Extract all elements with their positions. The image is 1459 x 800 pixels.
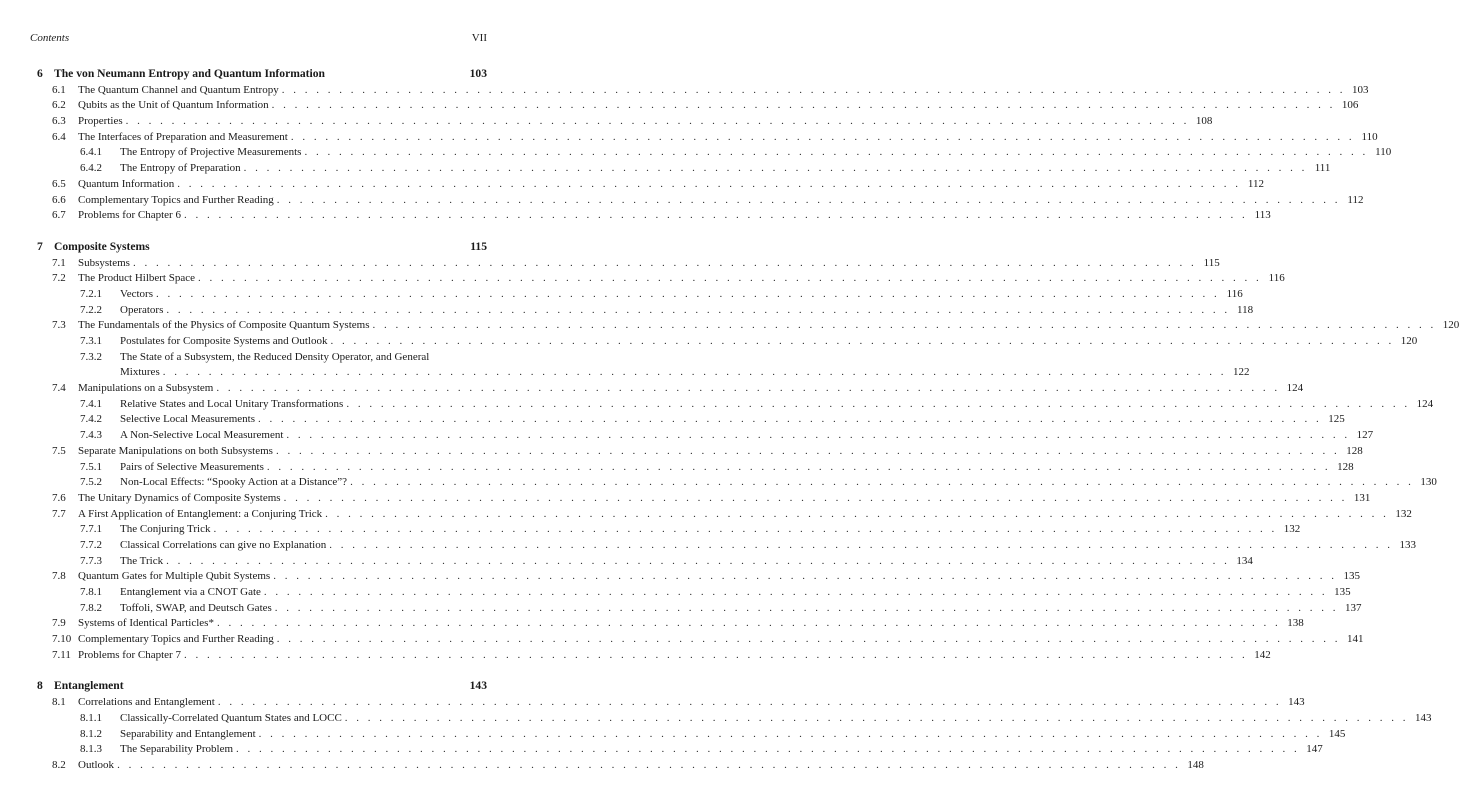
toc-entry-number: 7.1 <box>52 256 66 269</box>
toc-dot-leader <box>345 711 1409 727</box>
toc-entry-number: 6.7 <box>52 209 66 222</box>
toc-dot-leader <box>277 193 1341 209</box>
toc-entry-page: 128 <box>1337 460 1354 473</box>
toc-section-entry[interactable] <box>30 507 1412 523</box>
toc-entry-title: Entanglement <box>54 679 124 693</box>
toc-entry-title: Complementary Topics and Further Reading <box>78 633 274 646</box>
toc-dot-leader <box>236 742 1300 758</box>
toc-dot-leader <box>346 397 1410 413</box>
toc-entry-number: 6.5 <box>52 177 66 190</box>
toc-entry-number: 7.4 <box>52 382 66 395</box>
toc-entry-number: 7.5 <box>52 444 66 457</box>
toc-chapter-entry[interactable] <box>30 66 487 82</box>
toc-dot-leader <box>126 114 1190 130</box>
toc-entry-number: 6 <box>37 67 43 80</box>
toc-entry-page: 128 <box>1346 444 1363 457</box>
toc-entry-page: 131 <box>1353 491 1371 504</box>
toc-entry-title: The Product Hilbert Space <box>78 272 195 285</box>
toc-dot-leader <box>273 569 1337 585</box>
toc-dot-leader <box>166 554 1230 570</box>
toc-entry-title: Quantum Gates for Multiple Qubit Systems <box>78 570 271 583</box>
toc-chapter-entry[interactable] <box>30 678 487 694</box>
toc-entry-page: 143 <box>1415 711 1432 724</box>
toc-dot-leader <box>259 727 1323 743</box>
toc-entry-page: 132 <box>1283 523 1301 536</box>
toc-dot-leader <box>276 444 1340 460</box>
running-header-title: Contents <box>30 32 70 44</box>
toc-entry-title: The Conjuring Trick <box>120 523 211 536</box>
toc-chapter-entry[interactable] <box>30 239 487 255</box>
toc-entry-title: Entanglement via a CNOT Gate <box>120 586 261 599</box>
toc-dot-leader <box>277 632 1341 648</box>
toc-dot-leader <box>284 491 1348 507</box>
toc-entry-number: 7.4.3 <box>80 429 102 442</box>
running-header <box>30 32 487 44</box>
toc-entry-title: Composite Systems <box>54 239 150 253</box>
toc-subsection-entry[interactable] <box>30 727 1346 743</box>
toc-entry-title: Manipulations on a Subsystem <box>78 382 214 395</box>
toc-entry-page: 133 <box>1399 538 1416 551</box>
toc-dot-leader <box>330 334 1394 350</box>
toc-entry-page: 132 <box>1395 507 1412 520</box>
toc-dot-leader <box>329 538 1393 554</box>
toc-entry-page: 118 <box>1237 303 1254 316</box>
toc-section-entry[interactable] <box>30 632 1364 648</box>
toc-entry-number: 8.1.3 <box>80 743 102 756</box>
toc-entry-title: The Interfaces of Preparation and Measurement <box>78 130 288 143</box>
toc-entry-title: Separate Manipulations on both Subsystems <box>78 444 273 457</box>
toc-dot-leader <box>184 208 1248 224</box>
toc-entry-number: 8.1 <box>52 696 66 709</box>
toc-subsection-entry[interactable] <box>30 522 1301 538</box>
toc-section-entry[interactable] <box>30 758 1204 774</box>
toc-entry-title: Pairs of Selective Measurements <box>120 460 264 473</box>
toc-dot-leader <box>291 130 1355 146</box>
toc-entry-number: 7.6 <box>52 491 66 504</box>
toc-entry-title: Complementary Topics and Further Reading <box>78 193 274 206</box>
toc-section-entry[interactable] <box>30 444 1363 460</box>
toc-entry-number: 6.1 <box>52 83 66 96</box>
toc-entry-title: The Separability Problem <box>120 743 234 756</box>
toc-entry-page: 120 <box>1400 335 1418 347</box>
toc-subsection-entry[interactable] <box>30 303 1254 319</box>
toc-entry-title: Toffoli, SWAP, and Deutsch Gates <box>120 601 272 614</box>
toc-entry-page: 120 <box>1442 319 1459 332</box>
toc-dot-leader <box>117 758 1181 774</box>
toc-entry-title: Postulates for Composite Systems and Outlook <box>120 335 328 347</box>
toc-entry-page: 138 <box>1287 617 1304 630</box>
toc-dot-leader <box>218 695 1282 711</box>
toc-entry-page: 103 <box>469 67 487 80</box>
toc-entry-page: 135 <box>1334 586 1351 599</box>
toc-entry-number: 7.2.2 <box>80 303 102 316</box>
toc-dot-leader <box>166 303 1230 319</box>
toc-entry-title: Subsystems <box>78 256 130 269</box>
toc-entry-page: 115 <box>1203 256 1220 269</box>
toc-entry-number: 6.3 <box>52 115 66 128</box>
toc-entry-page: 130 <box>1420 476 1437 489</box>
toc-entry-title: Qubits as the Unit of Quantum Information <box>78 99 269 112</box>
toc-entry-title: A First Application of Entanglement: a Conjuring Trick <box>78 507 323 520</box>
toc-entry-page: 122 <box>1232 366 1250 379</box>
toc-entry-title: Quantum Information <box>78 177 175 190</box>
toc-dot-leader <box>184 648 1248 664</box>
toc-section-entry[interactable] <box>30 381 1304 397</box>
toc-dot-leader <box>216 381 1280 397</box>
toc-entry-title: Outlook <box>78 758 115 771</box>
toc-subsection-entry[interactable] <box>30 161 1331 177</box>
toc-entry-number: 6.6 <box>52 193 66 206</box>
toc-entry-title: Classical Correlations can give no Explanation <box>120 538 327 551</box>
toc-dot-leader <box>244 161 1308 177</box>
toc-entry-page: 111 <box>1314 162 1331 175</box>
toc-entry-page: 147 <box>1306 743 1323 756</box>
toc-dot-leader <box>286 428 1350 444</box>
toc-subsection-entry[interactable] <box>30 538 1416 554</box>
toc-entry-number: 7.2 <box>52 272 66 285</box>
toc-entry-title: Problems for Chapter 7 <box>78 648 181 661</box>
toc-entry-number: 7.8.1 <box>80 586 102 599</box>
toc-entry-page: 148 <box>1187 758 1204 771</box>
toc-entry-number: 7.4.2 <box>80 413 102 426</box>
toc-dot-leader <box>272 98 1336 114</box>
toc-entry-number: 7.4.1 <box>80 397 102 410</box>
toc-entry-title: The Trick <box>120 554 164 567</box>
toc-dot-leader <box>213 522 1277 538</box>
toc-entry-page: 124 <box>1416 397 1434 410</box>
page-number: VII <box>471 32 487 44</box>
toc-entry-page: 116 <box>1226 287 1243 300</box>
toc-section-entry[interactable] <box>30 114 1213 130</box>
toc-entry-page: 113 <box>1254 209 1271 222</box>
toc-entry-number: 7.7.3 <box>80 554 102 567</box>
toc-section-entry[interactable] <box>30 648 1271 664</box>
toc-entry-number: 8.1.2 <box>80 727 102 740</box>
toc-subsection-entry[interactable] <box>30 742 1323 758</box>
toc-entry-title: Classically-Correlated Quantum States and LOCC <box>120 711 342 724</box>
toc-entry-title: Properties <box>78 115 123 128</box>
toc-dot-leader <box>217 616 1281 632</box>
toc-entry-title: Problems for Chapter 6 <box>78 209 181 222</box>
toc-entry-number: 7.5.2 <box>80 476 102 489</box>
toc-section-entry[interactable] <box>30 256 1220 272</box>
toc-entry-page: 141 <box>1347 633 1364 646</box>
toc-subsection-entry[interactable] <box>30 334 1418 350</box>
toc-dot-leader <box>325 507 1389 523</box>
toc-entry-title: A Non-Selective Local Measurement <box>120 429 284 442</box>
toc-section-entry[interactable] <box>30 271 1285 287</box>
toc-entry-number: 7.5.1 <box>80 460 102 473</box>
toc-entry-page: 125 <box>1328 413 1345 426</box>
toc-entry-title: Non-Local Effects: “Spooky Action at a Distance”? <box>120 476 348 489</box>
toc-entry-page: 145 <box>1328 727 1346 740</box>
toc-entry-page: 112 <box>1347 193 1364 206</box>
toc-entry-title: Systems of Identical Particles* <box>78 617 214 630</box>
toc-entry-page: 135 <box>1343 570 1360 583</box>
toc-entry-number: 7.8.2 <box>80 601 102 614</box>
toc-subsection-entry[interactable] <box>30 397 1434 413</box>
toc-dot-leader <box>133 256 1197 272</box>
toc-section-entry[interactable] <box>30 491 1371 507</box>
toc-entry-page: 112 <box>1247 177 1264 190</box>
toc-entry-number: 7.8 <box>52 570 66 583</box>
toc-entry-number: 7.7.1 <box>80 523 102 536</box>
toc-subsection-entry[interactable] <box>30 428 1374 444</box>
toc-entry-number: 6.4.1 <box>80 146 102 159</box>
toc-entry-title: The Unitary Dynamics of Composite Systems <box>78 491 281 504</box>
toc-entry-number: 8 <box>37 679 43 693</box>
toc-subsection-entry[interactable] <box>30 711 1432 727</box>
toc-subsection-entry[interactable] <box>30 554 1253 570</box>
toc-dot-leader <box>275 601 1339 617</box>
toc-entry-page: 143 <box>1288 696 1305 709</box>
toc-entry-number: 6.4.2 <box>80 162 102 175</box>
toc-entry-number: 7.7 <box>52 507 66 520</box>
toc-entry-title: Relative States and Local Unitary Transformations <box>120 397 344 410</box>
toc-entry-title: Selective Local Measurements <box>120 413 256 426</box>
toc-section-entry[interactable] <box>30 208 1271 224</box>
toc-section-entry[interactable] <box>30 318 1459 334</box>
toc-dot-leader <box>350 475 1414 491</box>
toc-entry-number: 8.1.1 <box>80 711 102 724</box>
toc-entry-page: 124 <box>1286 382 1304 395</box>
toc-subsection-entry[interactable] <box>30 460 1354 476</box>
toc-section-entry[interactable] <box>30 616 1304 632</box>
toc-entry-title-continued: Mixtures <box>120 366 160 379</box>
toc-entry-number: 8.2 <box>52 758 66 771</box>
toc-entry-number: 6.2 <box>52 99 66 112</box>
toc-entry-number: 7.11 <box>52 648 71 661</box>
toc-dot-leader <box>304 145 1368 161</box>
toc-dot-leader <box>372 318 1436 334</box>
toc-section-entry[interactable] <box>30 193 1364 209</box>
toc-dot-leader <box>264 585 1328 601</box>
toc-section-entry[interactable] <box>30 177 1264 193</box>
toc-entry-title: The State of a Subsystem, the Reduced Density Operator, and General <box>120 350 430 363</box>
toc-dot-leader <box>163 365 1227 381</box>
toc-entry-page: 137 <box>1345 601 1362 614</box>
toc-dot-leader <box>258 412 1322 428</box>
toc-dot-leader <box>198 271 1262 287</box>
toc-section-entry[interactable] <box>30 83 1369 99</box>
toc-subsection-entry[interactable] <box>30 287 1243 303</box>
toc-section-entry[interactable] <box>30 569 1360 585</box>
toc-entry-page: 127 <box>1356 429 1374 442</box>
toc-entry-title: The Entropy of Preparation <box>120 162 241 175</box>
toc-entry-number: 7.3.1 <box>80 335 102 347</box>
toc-entry-title: The Quantum Channel and Quantum Entropy <box>78 83 279 96</box>
toc-entry-number: 7 <box>37 239 43 253</box>
toc-entry-page: 134 <box>1236 554 1253 567</box>
toc-entry-title: The Entropy of Projective Measurements <box>120 146 302 159</box>
toc-entry-number: 7.3.2 <box>80 350 102 363</box>
toc-entry-page: 110 <box>1375 146 1392 159</box>
toc-entry-page: 142 <box>1254 648 1271 661</box>
toc-entry-title: The Fundamentals of the Physics of Composite Quantum Systems <box>78 319 370 332</box>
toc-subsection-entry[interactable] <box>30 601 1362 617</box>
toc-subsection-entry[interactable] <box>30 412 1345 428</box>
toc-entry-title: The von Neumann Entropy and Quantum Information <box>54 67 326 80</box>
toc-subsection-entry[interactable] <box>30 475 1437 491</box>
toc-subsection-entry[interactable] <box>30 585 1351 601</box>
toc-entry-page: 108 <box>1195 115 1213 128</box>
toc-entry-number: 7.7.2 <box>80 538 102 551</box>
toc-entry-title: Correlations and Entanglement <box>78 696 215 709</box>
toc-entry-number: 7.3 <box>52 319 66 332</box>
toc-subsection-entry[interactable] <box>30 145 1392 161</box>
toc-entry-title: Operators <box>120 303 164 316</box>
toc-entry-page: 116 <box>1268 272 1285 285</box>
toc-dot-leader <box>267 460 1331 476</box>
toc-entry-page: 110 <box>1361 130 1378 143</box>
toc-subsection-entry[interactable] <box>30 350 1250 381</box>
toc-dot-leader <box>156 287 1220 303</box>
toc-entry-page: 115 <box>470 239 487 253</box>
toc-section-entry[interactable] <box>30 695 1305 711</box>
toc-entry-title: Separability and Entanglement <box>120 727 256 740</box>
toc-section-entry[interactable] <box>30 130 1378 146</box>
toc-dot-leader <box>177 177 1241 193</box>
table-of-contents <box>30 66 1459 774</box>
toc-entry-page: 106 <box>1341 99 1359 112</box>
toc-entry-number: 7.2.1 <box>80 287 102 300</box>
toc-entry-number: 7.10 <box>52 633 72 646</box>
toc-section-entry[interactable] <box>30 98 1359 114</box>
toc-entry-title: Vectors <box>120 287 153 300</box>
toc-entry-page: 143 <box>469 679 487 693</box>
toc-entry-page: 103 <box>1351 83 1369 96</box>
toc-dot-leader <box>282 83 1346 99</box>
toc-entry-number: 6.4 <box>52 130 66 143</box>
toc-entry-number: 7.9 <box>52 617 66 630</box>
